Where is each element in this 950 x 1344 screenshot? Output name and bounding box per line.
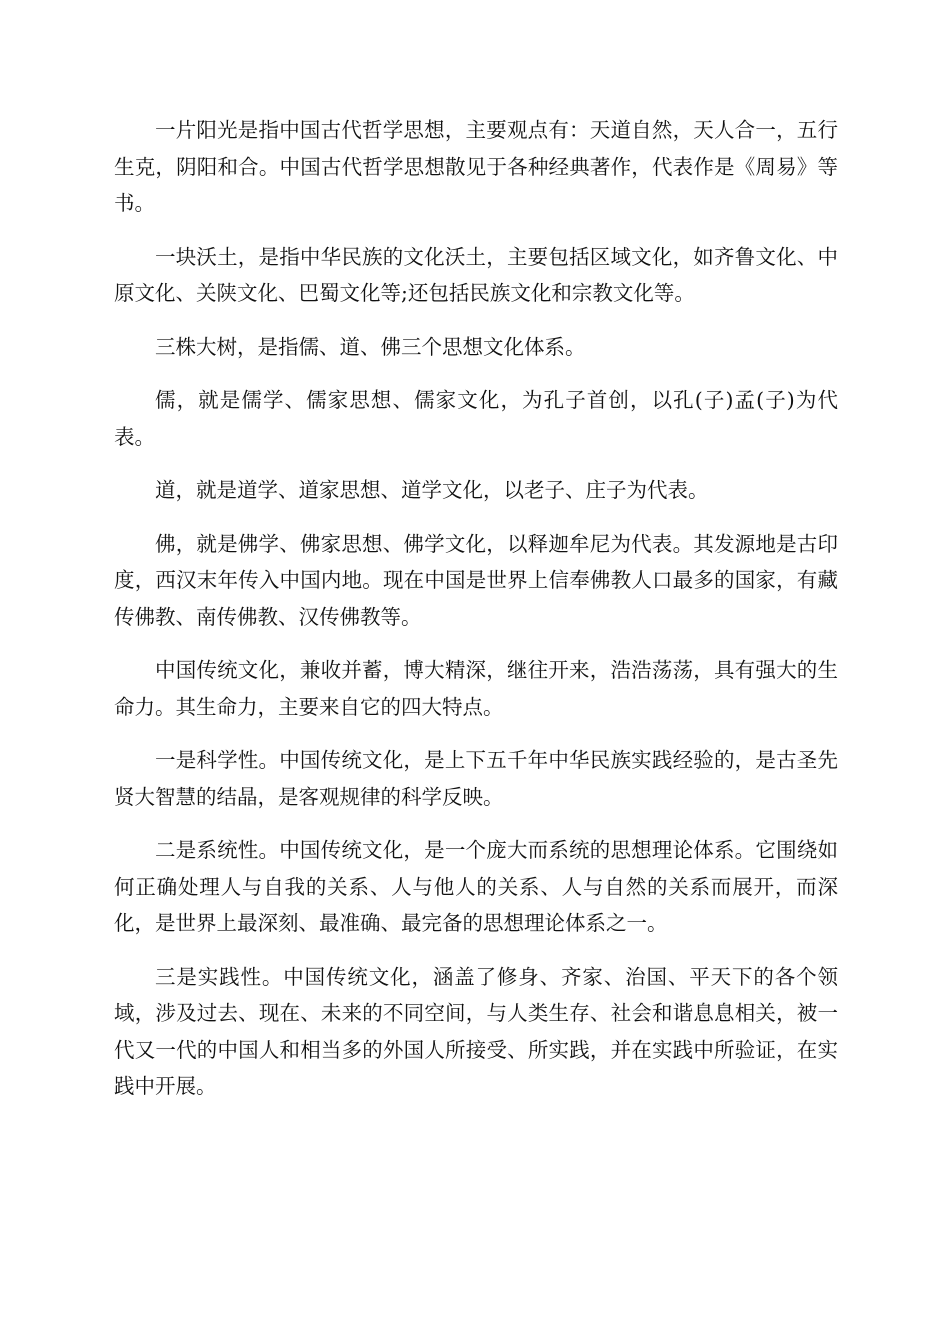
paragraph-10: 三是实践性。中国传统文化，涵盖了修身、齐家、治国、平天下的各个领域，涉及过去、现在、未来的不同空间，与人类生存、社会和谐息息相关，被一代又一代的中国人和相当多的外国人所接受、所实践，并在实践中所验证，在实践中开展。 — [114, 964, 838, 1098]
paragraph-6: 佛，就是佛学、佛家思想、佛学文化，以释迦牟尼为代表。其发源地是古印度，西汉末年传入中国内地。现在中国是世界上信奉佛教人口最多的国家，有藏传佛教、南传佛教、汉传佛教等。 — [114, 531, 838, 629]
paragraph-7: 中国传统文化，兼收并蓄，博大精深，继往开来，浩浩荡荡，具有强大的生命力。其生命力，主要来自它的四大特点。 — [114, 658, 838, 719]
paragraph-3: 三株大树，是指儒、道、佛三个思想文化体系。 — [155, 334, 586, 359]
paragraph-9: 二是系统性。中国传统文化，是一个庞大而系统的思想理论体系。它围绕如何正确处理人与自我的关系、人与他人的关系、人与自然的关系而展开，而深化，是世界上最深刻、最准确、最完备的思想理论体系之一。 — [114, 838, 838, 935]
paragraph-8: 一是科学性。中国传统文化，是上下五千年中华民族实践经验的，是古圣先贤大智慧的结晶，是客观规律的科学反映。 — [114, 748, 838, 809]
paragraph-2: 一块沃土，是指中华民族的文化沃土，主要包括区域文化，如齐鲁文化、中原文化、关陕文化、巴蜀文化等;还包括民族文化和宗教文化等。 — [114, 244, 838, 305]
paragraph-1: 一片阳光是指中国古代哲学思想，主要观点有：天道自然，天人合一，五行生克，阴阳和合。中国古代哲学思想散见于各种经典著作，代表作是《周易》等书。 — [114, 118, 838, 215]
document-body — [114, 112, 838, 1122]
paragraph-4: 儒，就是儒学、儒家思想、儒家文化，为孔子首创，以孔(子)孟(子)为代表。 — [114, 388, 838, 449]
paragraph-5: 道，就是道学、道家思想、道学文化，以老子、庄子为代表。 — [155, 478, 709, 502]
